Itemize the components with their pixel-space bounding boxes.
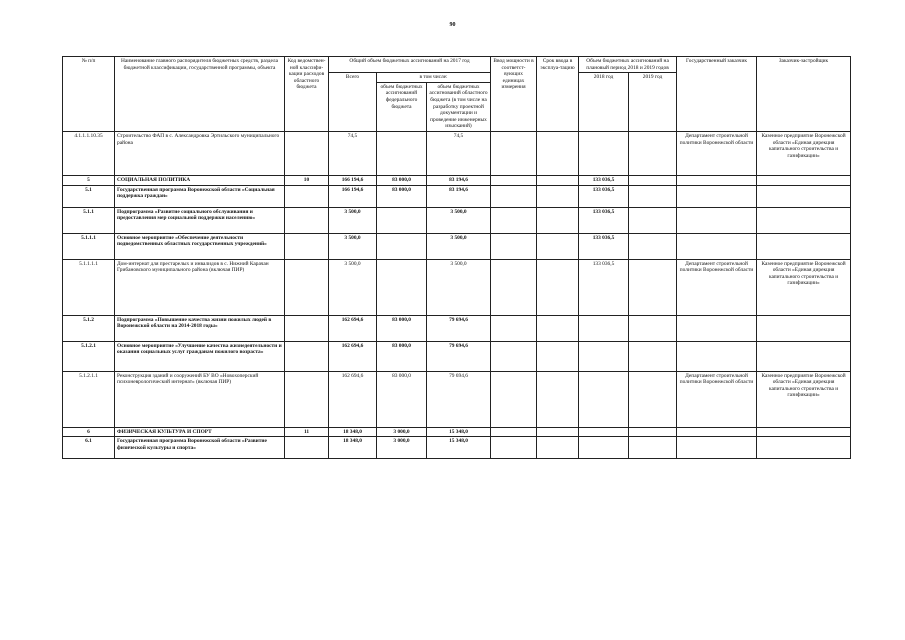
cell-num: 5.1.1.1 bbox=[63, 233, 115, 259]
table-body bbox=[63, 131, 851, 458]
cell-y2018 bbox=[579, 371, 629, 427]
cell-name: Подпрограмма «Развитие социального обслуживания и предоставления мер социальной поддержки населению» bbox=[115, 207, 285, 233]
cell-y2018: 133 036,5 bbox=[579, 185, 629, 207]
cell-federal: 83 000,0 bbox=[377, 175, 427, 185]
cell-code bbox=[285, 185, 329, 207]
cell-name: Основное мероприятие «Улучшение качества жизнедеятельности и оказания социальных услуг гражданам пожилого возраста» bbox=[115, 341, 285, 371]
cell-num: 6 bbox=[63, 427, 115, 437]
cell-y2018 bbox=[579, 427, 629, 437]
budget-table bbox=[62, 56, 851, 459]
cell-customer: Департамент строительной политики Воронежской области bbox=[677, 371, 757, 427]
cell-deadline bbox=[537, 427, 579, 437]
cell-capacity bbox=[491, 371, 537, 427]
cell-deadline bbox=[537, 341, 579, 371]
cell-regional: 83 194,6 bbox=[427, 175, 491, 185]
header-including: в том числе: bbox=[377, 73, 491, 83]
cell-capacity bbox=[491, 185, 537, 207]
cell-y2019 bbox=[629, 185, 677, 207]
cell-regional: 3 500,0 bbox=[427, 233, 491, 259]
cell-all: 3 500,0 bbox=[329, 207, 377, 233]
cell-num: 5 bbox=[63, 175, 115, 185]
cell-y2018: 133 036,5 bbox=[579, 233, 629, 259]
header-regional: объем бюджетных ассигнований областного бюджета (в том числе на разработку проектной документации и проведение инженерных изысканий) bbox=[427, 82, 491, 131]
cell-code bbox=[285, 315, 329, 341]
header-federal: объем бюджетных ассигнований федерального бюджета bbox=[377, 82, 427, 131]
cell-y2018 bbox=[579, 315, 629, 341]
cell-y2019 bbox=[629, 427, 677, 437]
cell-developer bbox=[757, 185, 851, 207]
cell-customer bbox=[677, 437, 757, 459]
cell-capacity bbox=[491, 259, 537, 315]
cell-code bbox=[285, 233, 329, 259]
cell-regional: 3 500,0 bbox=[427, 259, 491, 315]
cell-y2018 bbox=[579, 131, 629, 175]
cell-developer bbox=[757, 427, 851, 437]
cell-all: 3 500,0 bbox=[329, 259, 377, 315]
cell-regional: 15 348,0 bbox=[427, 427, 491, 437]
cell-federal bbox=[377, 233, 427, 259]
cell-developer: Казенное предприятие Воронежской области «Единая дирекция капитального строительства и газификации» bbox=[757, 131, 851, 175]
cell-federal: 3 000,0 bbox=[377, 427, 427, 437]
cell-customer bbox=[677, 341, 757, 371]
cell-code: 11 bbox=[285, 427, 329, 437]
cell-all: 18 348,0 bbox=[329, 427, 377, 437]
cell-deadline bbox=[537, 185, 579, 207]
header-name: Наименование главного распорядителя бюджетных средств, раздела бюджетной классификации, государственной программы, объекта bbox=[115, 57, 285, 132]
cell-customer bbox=[677, 207, 757, 233]
cell-name: ФИЗИЧЕСКАЯ КУЛЬТУРА И СПОРТ bbox=[115, 427, 285, 437]
cell-all: 166 194,6 bbox=[329, 185, 377, 207]
cell-regional: 3 500,0 bbox=[427, 207, 491, 233]
cell-capacity bbox=[491, 131, 537, 175]
header-2018: 2018 год bbox=[579, 73, 629, 132]
cell-y2018 bbox=[579, 437, 629, 459]
cell-customer bbox=[677, 315, 757, 341]
cell-y2018 bbox=[579, 341, 629, 371]
cell-capacity bbox=[491, 437, 537, 459]
cell-num: 5.1.2 bbox=[63, 315, 115, 341]
cell-y2018: 133 036,5 bbox=[579, 259, 629, 315]
cell-customer bbox=[677, 427, 757, 437]
cell-developer bbox=[757, 315, 851, 341]
table-row bbox=[63, 341, 851, 371]
cell-developer bbox=[757, 175, 851, 185]
table-row bbox=[63, 185, 851, 207]
cell-name: СОЦИАЛЬНАЯ ПОЛИТИКА bbox=[115, 175, 285, 185]
cell-y2019 bbox=[629, 207, 677, 233]
cell-code bbox=[285, 131, 329, 175]
cell-regional: 15 348,0 bbox=[427, 437, 491, 459]
table-row bbox=[63, 131, 851, 175]
cell-capacity bbox=[491, 341, 537, 371]
cell-developer: Казенное предприятие Воронежской области «Единая дирекция капитального строительства и газификации» bbox=[757, 259, 851, 315]
cell-name: Государственная программа Воронежской области «Социальная поддержка граждан» bbox=[115, 185, 285, 207]
cell-regional: 79 694,6 bbox=[427, 371, 491, 427]
cell-code bbox=[285, 341, 329, 371]
cell-name: Подпрограмма «Повышение качества жизни пожилых людей в Воронежской области на 2014-2018 годы» bbox=[115, 315, 285, 341]
cell-all: 18 348,0 bbox=[329, 437, 377, 459]
table-row bbox=[63, 233, 851, 259]
cell-customer bbox=[677, 185, 757, 207]
cell-y2018: 133 036,5 bbox=[579, 207, 629, 233]
header-2019: 2019 год bbox=[629, 73, 677, 132]
table-row bbox=[63, 437, 851, 459]
cell-developer bbox=[757, 207, 851, 233]
cell-developer bbox=[757, 341, 851, 371]
cell-deadline bbox=[537, 315, 579, 341]
header-customer: Государственный заказчик bbox=[677, 57, 757, 132]
cell-deadline bbox=[537, 259, 579, 315]
cell-federal bbox=[377, 259, 427, 315]
cell-federal: 3 000,0 bbox=[377, 437, 427, 459]
cell-federal: 83 000,0 bbox=[377, 185, 427, 207]
cell-num: 6.1 bbox=[63, 437, 115, 459]
cell-y2019 bbox=[629, 259, 677, 315]
cell-num: 5.1 bbox=[63, 185, 115, 207]
table-row bbox=[63, 207, 851, 233]
cell-y2019 bbox=[629, 437, 677, 459]
header-developer: Заказчик-застройщик bbox=[757, 57, 851, 132]
cell-name: Основное мероприятие «Обеспечение деятельности подведомственных областных государственных учреждений» bbox=[115, 233, 285, 259]
cell-y2019 bbox=[629, 175, 677, 185]
cell-name: Дом-интернат для престарелых и инвалидов в с. Нижний Карачан Грибановского муниципального района (включая ПИР) bbox=[115, 259, 285, 315]
cell-num: 5.1.1.1.1 bbox=[63, 259, 115, 315]
cell-deadline bbox=[537, 233, 579, 259]
table-header bbox=[63, 57, 851, 132]
cell-deadline bbox=[537, 207, 579, 233]
cell-federal: 83 000,0 bbox=[377, 315, 427, 341]
cell-all: 162 694,6 bbox=[329, 371, 377, 427]
cell-federal: 83 000,0 bbox=[377, 341, 427, 371]
cell-regional: 79 694,6 bbox=[427, 341, 491, 371]
cell-capacity bbox=[491, 233, 537, 259]
cell-deadline bbox=[537, 131, 579, 175]
page-number: 90 bbox=[449, 22, 456, 28]
cell-code bbox=[285, 259, 329, 315]
cell-all: 74,5 bbox=[329, 131, 377, 175]
cell-name: Реконструкция зданий и сооружений БУ ВО «Новохоперский психоневрологический интернат» (включая ПИР) bbox=[115, 371, 285, 427]
cell-customer bbox=[677, 233, 757, 259]
cell-code: 10 bbox=[285, 175, 329, 185]
cell-name: Государственная программа Воронежской области «Развитие физической культуры и спорта» bbox=[115, 437, 285, 459]
header-total-2017: Общий объем бюджетных ассигнований на 2017 год bbox=[329, 57, 491, 73]
cell-num: 4.1.1.1.10.35 bbox=[63, 131, 115, 175]
cell-code bbox=[285, 437, 329, 459]
cell-all: 162 694,6 bbox=[329, 341, 377, 371]
cell-developer bbox=[757, 437, 851, 459]
cell-y2018: 133 036,5 bbox=[579, 175, 629, 185]
cell-all: 162 694,6 bbox=[329, 315, 377, 341]
cell-customer: Департамент строительной политики Воронежской области bbox=[677, 259, 757, 315]
cell-federal bbox=[377, 131, 427, 175]
cell-customer: Департамент строительной политики Воронежской области bbox=[677, 131, 757, 175]
cell-capacity bbox=[491, 175, 537, 185]
cell-customer bbox=[677, 175, 757, 185]
cell-deadline bbox=[537, 175, 579, 185]
cell-deadline bbox=[537, 371, 579, 427]
cell-y2019 bbox=[629, 371, 677, 427]
cell-y2019 bbox=[629, 341, 677, 371]
table-row bbox=[63, 259, 851, 315]
cell-y2019 bbox=[629, 131, 677, 175]
cell-name: Строительство ФАП в с. Александровка Эртильского муниципального района bbox=[115, 131, 285, 175]
header-plan: Объем бюджетных ассигнований на плановый период 2018 и 2019 годов bbox=[579, 57, 677, 73]
cell-regional: 74,5 bbox=[427, 131, 491, 175]
table-row bbox=[63, 175, 851, 185]
cell-y2019 bbox=[629, 315, 677, 341]
header-deadline: Срок ввода в эксплуа-тацию bbox=[537, 57, 579, 132]
table-row bbox=[63, 371, 851, 427]
cell-federal: 83 000,0 bbox=[377, 371, 427, 427]
table-row bbox=[63, 315, 851, 341]
header-all: Всего bbox=[329, 73, 377, 132]
cell-regional: 79 694,6 bbox=[427, 315, 491, 341]
table-row bbox=[63, 427, 851, 437]
cell-code bbox=[285, 207, 329, 233]
cell-num: 5.1.2.1.1 bbox=[63, 371, 115, 427]
cell-num: 5.1.1 bbox=[63, 207, 115, 233]
cell-all: 3 500,0 bbox=[329, 233, 377, 259]
cell-developer: Казенное предприятие Воронежской области «Единая дирекция капитального строительства и газификации» bbox=[757, 371, 851, 427]
cell-federal bbox=[377, 207, 427, 233]
cell-y2019 bbox=[629, 233, 677, 259]
cell-capacity bbox=[491, 207, 537, 233]
cell-all: 166 194,6 bbox=[329, 175, 377, 185]
header-capacity: Ввод мощности в соответст-вующих единицах измерения bbox=[491, 57, 537, 132]
header-code: Код ведомствен-ной классифи-кации расходов областного бюджета bbox=[285, 57, 329, 132]
cell-num: 5.1.2.1 bbox=[63, 341, 115, 371]
cell-capacity bbox=[491, 427, 537, 437]
cell-code bbox=[285, 371, 329, 427]
cell-capacity bbox=[491, 315, 537, 341]
cell-deadline bbox=[537, 437, 579, 459]
header-num: № п/п bbox=[63, 57, 115, 132]
cell-developer bbox=[757, 233, 851, 259]
cell-regional: 83 194,6 bbox=[427, 185, 491, 207]
